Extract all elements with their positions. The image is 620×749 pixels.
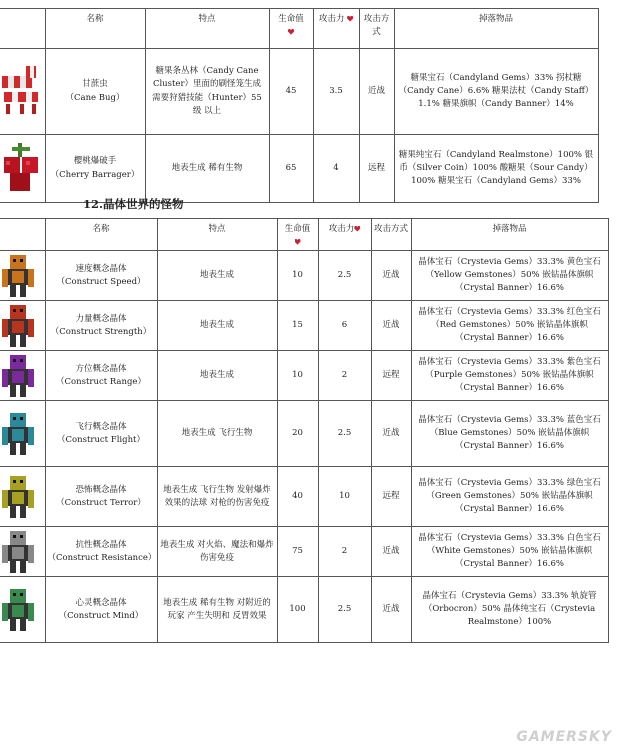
monster-drops: 糖果纯宝石（Candyland Realmstone）100% 银币（Silver Coin）100% 酸糖果（Sour Candy）100% 糖果宝石（Candyland Gems）33% — [394, 135, 598, 203]
watermark: GAMERSKY — [516, 729, 612, 745]
monster-mode: 近战 — [371, 401, 411, 467]
header-atk — [313, 9, 359, 49]
header-drops: 掉落物品 — [394, 9, 598, 49]
construct-terror-icon — [0, 467, 45, 527]
monster-name-en: （Construct Strength） — [50, 326, 152, 337]
monster-name-en: （Construct Mind） — [58, 610, 144, 621]
monster-atk: 4 — [313, 135, 359, 203]
monster-atk: 3.5 — [313, 49, 359, 135]
monster-feature: 地表生成 飞行生物 — [157, 401, 277, 467]
monster-feature: 糖果条丛林（Candy Cane Cluster）里面的刷怪笼生成 需要狩猎技能（Hunter）55 级 以上 — [145, 49, 269, 135]
header-mode: 攻击方式 — [359, 9, 394, 49]
monster-table-candyland — [0, 8, 599, 203]
construct-range-icon — [0, 351, 45, 401]
table-row — [0, 135, 598, 203]
monster-hp: 40 — [277, 467, 318, 527]
monster-name: 速度概念晶体 — [75, 263, 127, 274]
monster-hp: 45 — [269, 49, 313, 135]
table-header-row — [0, 219, 608, 251]
monster-hp: 75 — [277, 527, 318, 577]
image-header-cell — [0, 9, 45, 49]
monster-feature: 地表生成 对火焰、魔法和爆炸伤害免疫 — [157, 527, 277, 577]
header-feature: 特点 — [145, 9, 269, 49]
header-atk-label: 攻击力 — [328, 224, 355, 234]
monster-name: 力量概念晶体 — [75, 313, 127, 324]
monster-atk: 2.5 — [318, 401, 371, 467]
monster-drops: 晶体宝石（Crystevia Gems）33.3% 白色宝石（White Gemstones）50% 嵌钻晶体旗帜（Crystal Banner）16.6% — [411, 527, 608, 577]
table-row — [0, 251, 608, 301]
monster-name-cell — [45, 401, 157, 467]
table-header-row — [0, 9, 598, 49]
monster-feature: 地表生成 — [157, 351, 277, 401]
table-row — [0, 467, 608, 527]
monster-atk: 2.5 — [318, 577, 371, 643]
header-feature: 特点 — [157, 219, 277, 251]
table-row — [0, 351, 608, 401]
monster-feature: 地表生成 — [157, 251, 277, 301]
monster-hp: 20 — [277, 401, 318, 467]
monster-drops: 晶体宝石（Crystevia Gems）33.3% 紫色宝石（Purple Gemstones）50% 嵌钻晶体旗帜（Crystal Banner）16.6% — [411, 351, 608, 401]
monster-name-en: （Cherry Barrager） — [50, 169, 140, 180]
monster-name-en: （Cane Bug） — [65, 92, 125, 103]
monster-drops: 糖果宝石（Candyland Gems）33% 拐杖糖（Candy Cane）6.6% 糖果法杖（Candy Staff）1.1% 糖果旗帜（Candy Banner）14% — [394, 49, 598, 135]
cherry-barrager-icon — [0, 135, 45, 203]
heart-icon — [295, 239, 301, 245]
section-title: 12.晶体世界的怪物 — [83, 197, 184, 211]
header-hp-label: 生命值 — [284, 224, 311, 234]
monster-atk: 2 — [318, 351, 371, 401]
monster-drops: 晶体宝石（Crystevia Gems）33.3% 黄色宝石（Yellow Gemstones）50% 嵌钻晶体旗帜（Crystal Banner）16.6% — [411, 251, 608, 301]
table-row — [0, 401, 608, 467]
monster-drops: 晶体宝石（Crystevia Gems）33.3% 轨旋管（Orbocron）50% 晶体纯宝石（Crystevia Realmstone）100% — [411, 577, 608, 643]
monster-mode: 近战 — [371, 301, 411, 351]
monster-feature: 地表生成 稀有生物 对附近的玩家 产生失明和 反胃效果 — [157, 577, 277, 643]
header-drops: 掉落物品 — [411, 219, 608, 251]
heart-icon — [347, 16, 353, 22]
monster-drops: 晶体宝石（Crystevia Gems）33.3% 蓝色宝石（Blue Gemstones）50% 嵌钻晶体旗帜（Crystal Banner）16.6% — [411, 401, 608, 467]
construct-strength-icon — [0, 301, 45, 351]
monster-mode: 近战 — [359, 49, 394, 135]
monster-mode: 近战 — [371, 251, 411, 301]
monster-name-cell — [45, 577, 157, 643]
heart-icon — [354, 226, 360, 232]
monster-name: 方位概念晶体 — [75, 363, 127, 374]
header-hp — [269, 9, 313, 49]
construct-speed-icon — [0, 251, 45, 301]
monster-feature: 地表生成 — [157, 301, 277, 351]
monster-name: 抗性概念晶体 — [75, 539, 127, 550]
monster-name-cell — [45, 135, 145, 203]
monster-name-cell — [45, 351, 157, 401]
monster-name-cell — [45, 251, 157, 301]
monster-feature: 地表生成 稀有生物 — [145, 135, 269, 203]
monster-mode: 远程 — [371, 467, 411, 527]
construct-resistance-icon — [0, 527, 45, 577]
monster-atk: 2.5 — [318, 251, 371, 301]
cane-bug-icon — [0, 49, 45, 135]
monster-hp: 15 — [277, 301, 318, 351]
monster-name: 樱桃爆破手 — [73, 156, 117, 167]
construct-mind-icon — [0, 577, 45, 643]
monster-mode: 近战 — [371, 527, 411, 577]
monster-mode: 近战 — [371, 577, 411, 643]
monster-hp: 100 — [277, 577, 318, 643]
table-row — [0, 49, 598, 135]
header-mode: 攻击方式 — [371, 219, 411, 251]
monster-atk: 2 — [318, 527, 371, 577]
monster-name: 恐怖概念晶体 — [75, 484, 127, 495]
monster-atk: 10 — [318, 467, 371, 527]
header-name: 名称 — [45, 219, 157, 251]
monster-name: 飞行概念晶体 — [75, 421, 127, 432]
construct-flight-icon — [0, 401, 45, 467]
monster-hp: 10 — [277, 351, 318, 401]
table-body — [0, 251, 608, 643]
monster-drops: 晶体宝石（Crystevia Gems）33.3% 绿色宝石（Green Gemstones）50% 嵌钻晶体旗帜（Crystal Banner）16.6% — [411, 467, 608, 527]
monster-hp: 10 — [277, 251, 318, 301]
table-row — [0, 527, 608, 577]
monster-name-cell — [45, 301, 157, 351]
monster-name-cell — [45, 527, 157, 577]
header-hp — [277, 219, 318, 251]
monster-name-en: （Construct Flight） — [57, 434, 145, 445]
header-hp-label: 生命值 — [278, 14, 304, 24]
monster-mode: 远程 — [371, 351, 411, 401]
monster-atk: 6 — [318, 301, 371, 351]
image-header-cell — [0, 219, 45, 251]
heart-icon — [288, 29, 294, 35]
monster-name-cell — [45, 467, 157, 527]
monster-name: 心灵概念晶体 — [75, 597, 127, 608]
monster-name-en: （Construct Speed） — [56, 276, 146, 287]
table-row — [0, 301, 608, 351]
monster-hp: 65 — [269, 135, 313, 203]
table-row — [0, 577, 608, 643]
monster-name-en: （Construct Range） — [56, 376, 146, 387]
monster-name-en: （Construct Terror） — [56, 497, 146, 508]
monster-name: 甘蔗虫 — [82, 79, 108, 90]
monster-table-crystevia — [0, 218, 609, 643]
monster-name-en: （Construct Resistance） — [47, 552, 157, 563]
header-atk — [318, 219, 371, 251]
monster-drops: 晶体宝石（Crystevia Gems）33.3% 红色宝石（Red Gemstones）50% 嵌钻晶体旗帜（Crystal Banner）16.6% — [411, 301, 608, 351]
header-name: 名称 — [45, 9, 145, 49]
monster-name-cell — [45, 49, 145, 135]
monster-mode: 远程 — [359, 135, 394, 203]
monster-feature: 地表生成 飞行生物 发射爆炸效果的法球 对枪的伤害免疫 — [157, 467, 277, 527]
header-atk-label: 攻击力 — [318, 14, 345, 24]
